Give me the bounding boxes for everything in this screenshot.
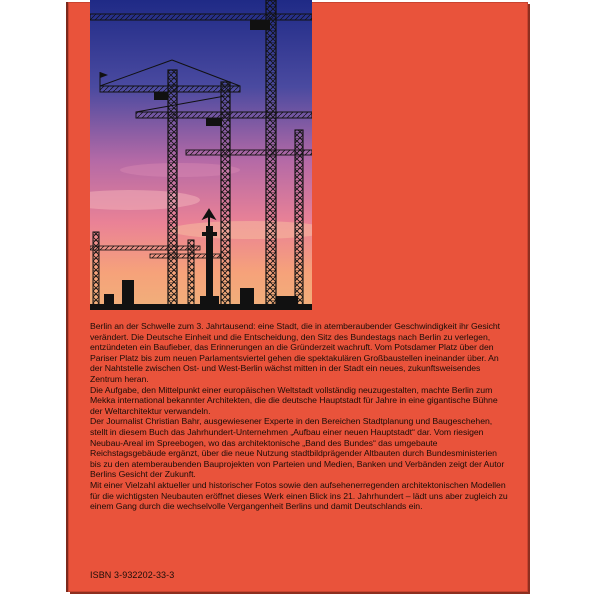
crane-boom xyxy=(100,86,240,92)
cover-photo-cranes xyxy=(90,0,312,310)
blurb-paragraph: Mit einer Vielzahl aktueller und historischer Fotos sowie den aufsehenerregenden architektonischen Modellen für die wichtigsten Neubauten eröffnet dieses Werk einen Blick ins 21. Jahrhundert – lädt uns aber zugleich zu einem Gang durch die wechselvolle Vergangenheit Berlins und damit Deutschlands ein. xyxy=(90,479,508,512)
back-cover-blurb xyxy=(90,321,510,512)
crane-boom xyxy=(90,14,312,20)
crane-tower xyxy=(93,232,99,310)
crane-tower xyxy=(295,130,303,310)
isbn-number: ISBN 3-932202-33-3 xyxy=(90,570,175,580)
crane-boom xyxy=(136,112,312,118)
blurb-paragraph: Der Journalist Christian Bahr, ausgewiesener Experte in den Bereichen Stadtplanung und Baugeschehen, stellt in diesem Buch das Jahrhundert-Unternehmen „Aufbau einer neuen Hauptstadt“ dar. Vom riesigen Neubau-Areal im Spreebogen, wo das architektonische „Band des Bundes“ das umgebaute Reichstagsgebäude ergänzt, über die neue Nutzung stadtbildprägender Altbauten durch Bundesministerien bis zu den atemberaubenden Bauprojekten von Parteien und Medien, Banken und Verbänden zeigt der Autor Berlins Gesicht der Zukunft. xyxy=(90,416,505,480)
crane-boom xyxy=(186,150,312,155)
blurb-paragraph: Berlin an der Schwelle zum 3. Jahrtausend: eine Stadt, die in atemberaubender Geschwindigkeit ihr Gesicht verändert. Die Deutsche Einheit und die Entscheidung, den Sitz des Bundestags nach Berlin zu verlegen, entzündeten ein Baufieber, das Erinnerungen an die Gründerzeit wachruft. Vom Potsdamer Platz über den Pariser Platz bis zum neuen Parlamentsviertel gehen die spektakulären Großbaustellen ineinander über. An der Nahtstelle zwischen Ost- und West-Berlin wächst mitten in der Stadt ein neues, zukunftsweisendes Zentrum heran. xyxy=(90,321,501,384)
blurb-paragraph: Die Aufgabe, den Mittelpunkt einer europäischen Weltstadt vollständig neuzugestalten, machte Berlin zum Mekka international bekannter Architekten, die die deutsche Hauptstadt für Jahre in eine gigantische Bühne der Weltarchitektur verwandeln. xyxy=(90,384,498,416)
